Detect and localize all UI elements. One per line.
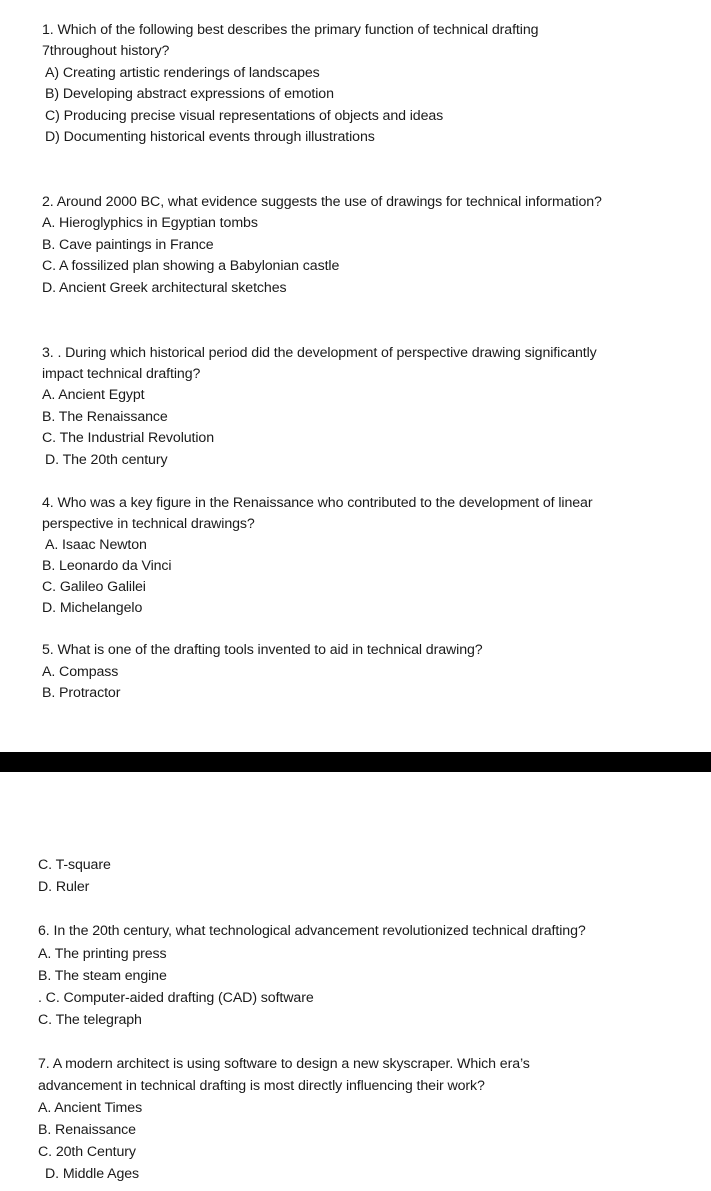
question-7-option-d: D. Middle Ages (45, 1166, 140, 1182)
question-6-option-d: C. The telegraph (38, 1012, 142, 1028)
question-1-option-c: C) Producing precise visual representations of objects and ideas (45, 108, 444, 124)
question-7-stem-line-1: 7. A modern architect is using software to design a new skyscraper. Which era’s (38, 1056, 530, 1072)
question-4-stem-line-1: 4. Who was a key figure in the Renaissance who contributed to the development of linear (42, 495, 593, 511)
question-2-option-d: D. Ancient Greek architectural sketches (42, 280, 287, 296)
question-2-option-b: B. Cave paintings in France (42, 237, 214, 253)
question-4-option-c: C. Galileo Galilei (42, 579, 146, 595)
question-4-option-b: B. Leonardo da Vinci (42, 558, 172, 574)
question-5-option-d: D. Ruler (38, 879, 90, 895)
question-5-option-b: B. Protractor (42, 685, 121, 701)
question-1-stem-line-1: 1. Which of the following best describes the primary function of technical drafting (42, 22, 539, 38)
question-4-option-d: D. Michelangelo (42, 600, 143, 616)
question-1-option-b: B) Developing abstract expressions of emotion (45, 86, 334, 102)
question-4-option-a: A. Isaac Newton (45, 537, 147, 553)
question-7-stem-line-2: advancement in technical drafting is most directly influencing their work? (38, 1078, 485, 1094)
question-6-option-b: B. The steam engine (38, 968, 167, 984)
question-3-stem-line-2: impact technical drafting? (42, 366, 201, 382)
question-1-stem-line-2: 7throughout history? (42, 43, 170, 59)
question-4-stem-line-2: perspective in technical drawings? (42, 516, 255, 532)
question-1-option-d: D) Documenting historical events through illustrations (45, 129, 375, 145)
screenshot-page-2 (0, 772, 711, 1191)
question-2-option-a: A. Hieroglyphics in Egyptian tombs (42, 215, 258, 231)
question-7-option-a: A. Ancient Times (38, 1100, 143, 1116)
question-7-option-c: C. 20th Century (38, 1144, 136, 1160)
question-3-option-a: A. Ancient Egypt (42, 387, 145, 403)
question-5-option-c: C. T-square (38, 857, 111, 873)
question-6-option-a: A. The printing press (38, 946, 167, 962)
question-3-option-c: C. The Industrial Revolution (42, 430, 215, 446)
page-divider-bar (0, 752, 711, 772)
question-2-stem-line-1: 2. Around 2000 BC, what evidence suggests the use of drawings for technical information? (42, 194, 602, 210)
question-5-option-a: A. Compass (42, 664, 119, 680)
question-5-stem-line-1: 5. What is one of the drafting tools invented to aid in technical drawing? (42, 642, 483, 658)
question-6-stem-line-1: 6. In the 20th century, what technological advancement revolutionized technical drafting? (38, 923, 586, 939)
question-2-option-c: C. A fossilized plan showing a Babylonian castle (42, 258, 340, 274)
question-1-option-a: A) Creating artistic renderings of landscapes (45, 65, 320, 81)
question-3-stem-line-1: 3. . During which historical period did the development of perspective drawing significantly (42, 345, 597, 361)
question-7-option-b: B. Renaissance (38, 1122, 136, 1138)
question-3-option-d: D. The 20th century (45, 452, 168, 468)
question-3-option-b: B. The Renaissance (42, 409, 168, 425)
question-6-option-c: . C. Computer-aided drafting (CAD) software (38, 990, 314, 1006)
